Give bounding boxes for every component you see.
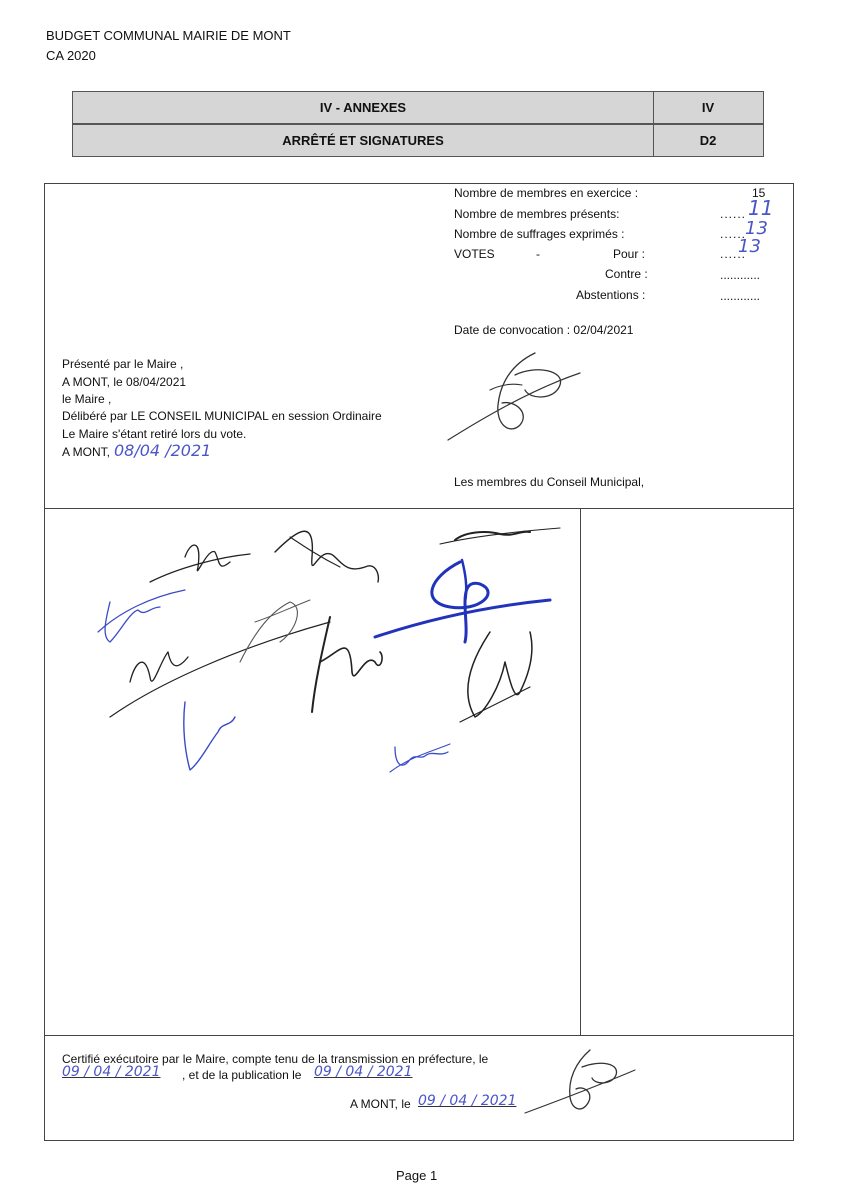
signature-1 (150, 545, 250, 582)
doc-header-subtitle: CA 2020 (46, 48, 96, 63)
certify-place: A MONT, le (350, 1097, 411, 1111)
members-expressed-label: Nombre de suffrages exprimés : (454, 227, 625, 241)
divider-vertical (580, 508, 581, 1035)
certify-date-transmission: 09 / 04 / 2021 (62, 1064, 161, 1080)
mayor-signature-bottom (520, 1045, 640, 1120)
signature-3 (440, 528, 560, 544)
members-exercise-label: Nombre de membres en exercice : (454, 186, 639, 200)
doc-header-title: BUDGET COMMUNAL MAIRIE DE MONT (46, 28, 291, 43)
council-signatures (90, 512, 570, 792)
signature-8 (375, 560, 550, 642)
members-expressed-value: 13 (745, 218, 768, 239)
certify-date-publication: 09 / 04 / 2021 (314, 1064, 413, 1080)
contre-label: Contre : (605, 267, 648, 281)
members-present-dots: ...... (720, 207, 747, 221)
place-label: A MONT, (62, 445, 111, 459)
section-band (72, 91, 764, 124)
certify-publication-label: , et de la publication le (182, 1068, 302, 1082)
pour-value: 13 (738, 236, 761, 257)
mayor-withdrawn: Le Maire s'étant retiré lors du vote. (62, 427, 247, 441)
abstentions-label: Abstentions : (576, 288, 646, 302)
abstentions-dots: ............ (720, 289, 761, 303)
signature-4 (98, 590, 185, 642)
handwritten-date: 08/04 /2021 (114, 441, 212, 460)
subsection-band (72, 124, 764, 157)
members-expressed-dots: ...... (720, 227, 747, 241)
presented-date: A MONT, le 08/04/2021 (62, 375, 187, 389)
certify-date-place: 09 / 04 / 2021 (418, 1093, 517, 1109)
council-members-label: Les membres du Conseil Municipal, (454, 475, 645, 489)
signature-5 (110, 622, 330, 717)
page-number: Page 1 (396, 1168, 438, 1183)
mayor-signature (440, 345, 590, 445)
members-exercise-value: 15 (752, 186, 766, 200)
certify-text: Certifié exécutoire par le Maire, compte tenu de la transmission en préfecture, le (62, 1052, 489, 1066)
deliberation-text: Délibéré par LE CONSEIL MUNICIPAL en session Ordinaire (62, 409, 382, 423)
votes-dash: - (536, 247, 540, 261)
signature-7 (312, 617, 382, 712)
signature-11 (390, 744, 450, 772)
pour-label: Pour : (613, 247, 646, 261)
pour-dots: ...... (720, 247, 747, 261)
subsection-title: ARRÊTÉ ET SIGNATURES (73, 125, 654, 156)
signature-10 (184, 702, 235, 770)
members-present-value: 11 (748, 196, 774, 220)
contre-dots: ............ (720, 268, 761, 282)
subsection-code: D2 (699, 133, 717, 148)
divider-top (44, 508, 794, 509)
section-title: IV - ANNEXES (73, 92, 654, 123)
presented-by: Présenté par le Maire , (62, 357, 184, 371)
divider-bottom (44, 1035, 794, 1036)
signature-2 (275, 531, 378, 582)
votes-label: VOTES (454, 247, 495, 261)
convocation-date: Date de convocation : 02/04/2021 (454, 323, 634, 337)
section-code: IV (701, 100, 715, 115)
signature-9 (460, 632, 532, 722)
mayor-label: le Maire , (62, 392, 112, 406)
members-present-label: Nombre de membres présents: (454, 207, 620, 221)
